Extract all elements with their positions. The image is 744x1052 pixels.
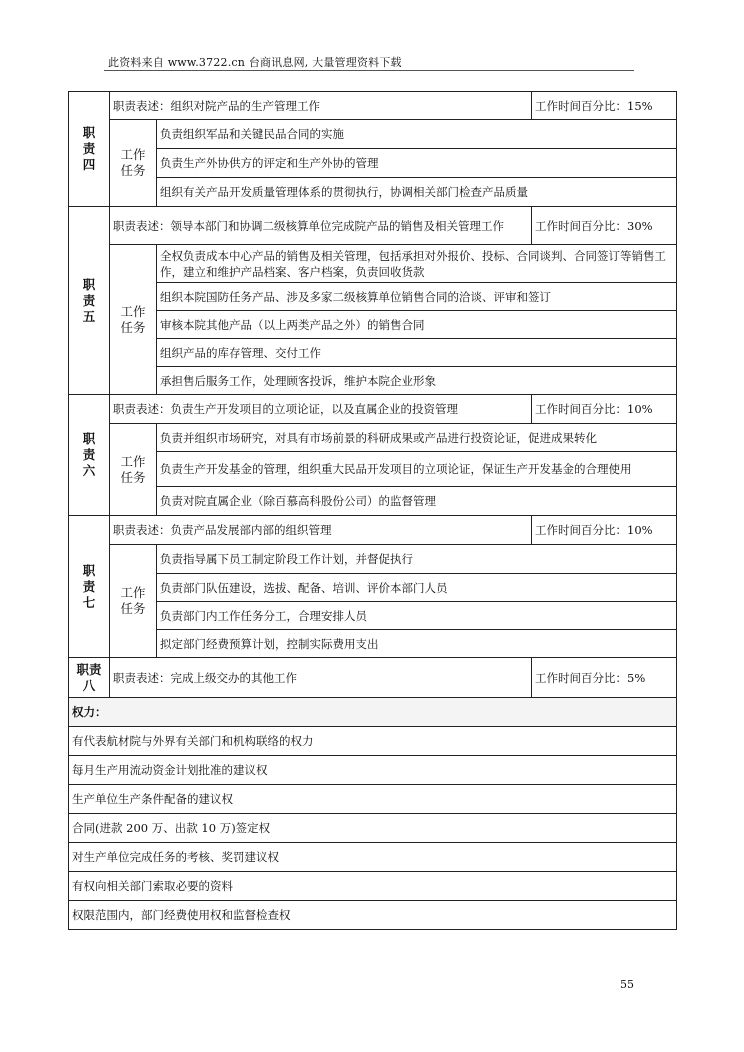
duty-4-task-3: 组织有关产品开发质量管理体系的贯彻执行，协调相关部门检查产品质量 [157, 178, 677, 207]
page-number: 55 [620, 978, 634, 991]
duty-4-summary-row [69, 92, 677, 120]
duty-7-task-2: 负责部门队伍建设，选拔、配备、培训、评价本部门人员 [157, 574, 677, 602]
authority-row [69, 785, 677, 814]
duty-5-task-row [69, 245, 677, 283]
header-rule [104, 70, 634, 71]
duty-5-time-pct: 工作时间百分比：30% [532, 207, 677, 245]
duty-5-work-label: 工作 任务 [110, 245, 157, 395]
duty-5-task-1: 全权负责成本中心产品的销售及相关管理，包括承担对外报价、投标、合同谈判、合同签订等销售工作，建立和维护产品档案、客户档案，负责回收货款 [157, 245, 677, 283]
duty-6-description: 职责表述：负责生产开发项目的立项论证，以及直属企业的投资管理 [110, 395, 532, 424]
authority-item-2: 每月生产用流动资金计划批准的建议权 [69, 756, 677, 785]
duty-5-task-row [69, 367, 677, 395]
duty-7-work-label: 工作 任务 [110, 545, 157, 658]
duty-5-label: 职 责 五 [69, 207, 110, 395]
duty-7-task-4: 拟定部门经费预算计划，控制实际费用支出 [157, 630, 677, 658]
duty-4-task-1: 负责组织军品和关键民品合同的实施 [157, 120, 677, 149]
authority-item-4: 合同(进款 200 万、出款 10 万)签定权 [69, 814, 677, 843]
duty-5-description: 职责表述：领导本部门和协调二级核算单位完成院产品的销售及相关管理工作 [110, 207, 532, 245]
duty-7-task-row [69, 630, 677, 658]
duty-6-time-pct: 工作时间百分比：10% [532, 395, 677, 424]
responsibility-table [68, 91, 677, 930]
duty-8-time-pct: 工作时间百分比：5% [532, 658, 677, 698]
duty-8-summary-row [69, 658, 677, 698]
duty-7-summary-row [69, 516, 677, 545]
duty-6-task-2: 负责生产开发基金的管理，组织重大民品开发项目的立项论证，保证生产开发基金的合理使用 [157, 452, 677, 487]
page-header: 此资料来自 www.3722.cn 台商讯息网, 大量管理资料下载 [108, 56, 402, 69]
duty-4-work-label: 工作 任务 [110, 120, 157, 207]
authority-heading-row [69, 698, 677, 727]
duty-6-work-label: 工作 任务 [110, 424, 157, 516]
duty-5-task-row [69, 339, 677, 367]
authority-row [69, 756, 677, 785]
authority-row [69, 727, 677, 756]
duty-4-label: 职 责 四 [69, 92, 110, 207]
duty-6-summary-row [69, 395, 677, 424]
duty-6-label: 职 责 六 [69, 395, 110, 516]
authority-row [69, 843, 677, 872]
authority-row [69, 901, 677, 930]
duty-7-description: 职责表述：负责产品发展部内部的组织管理 [110, 516, 532, 545]
duty-4-time-pct: 工作时间百分比：15% [532, 92, 677, 120]
duty-6-task-row [69, 424, 677, 452]
duty-5-task-row [69, 283, 677, 311]
duty-7-task-row [69, 574, 677, 602]
authority-item-1: 有代表航材院与外界有关部门和机构联络的权力 [69, 727, 677, 756]
authority-heading: 权力： [69, 698, 677, 727]
duty-7-task-1: 负责指导属下员工制定阶段工作计划，并督促执行 [157, 545, 677, 574]
duty-8-label: 职责 八 [69, 658, 110, 698]
duty-5-task-3: 审核本院其他产品（以上两类产品之外）的销售合同 [157, 311, 677, 339]
duty-4-task-row [69, 178, 677, 207]
duty-6-task-row [69, 452, 677, 487]
duty-7-task-row [69, 602, 677, 630]
duty-5-task-row [69, 311, 677, 339]
duty-6-task-row [69, 487, 677, 516]
duty-8-description: 职责表述：完成上级交办的其他工作 [110, 658, 532, 698]
duty-5-task-5: 承担售后服务工作，处理顾客投诉，维护本院企业形象 [157, 367, 677, 395]
authority-item-6: 有权向相关部门索取必要的资料 [69, 872, 677, 901]
duty-6-task-1: 负责并组织市场研究，对具有市场前景的科研成果或产品进行投资论证，促进成果转化 [157, 424, 677, 452]
authority-row [69, 872, 677, 901]
duty-5-task-2: 组织本院国防任务产品、涉及多家二级核算单位销售合同的洽谈、评审和签订 [157, 283, 677, 311]
duty-4-description: 职责表述：组织对院产品的生产管理工作 [110, 92, 532, 120]
duty-7-label: 职 责 七 [69, 516, 110, 658]
duty-4-task-2: 负责生产外协供方的评定和生产外协的管理 [157, 149, 677, 178]
duty-7-task-3: 负责部门内工作任务分工，合理安排人员 [157, 602, 677, 630]
authority-item-5: 对生产单位完成任务的考核、奖罚建议权 [69, 843, 677, 872]
duty-7-task-row [69, 545, 677, 574]
duty-5-task-4: 组织产品的库存管理、交付工作 [157, 339, 677, 367]
authority-item-3: 生产单位生产条件配备的建议权 [69, 785, 677, 814]
duty-5-summary-row [69, 207, 677, 245]
authority-item-7: 权限范围内，部门经费使用权和监督检查权 [69, 901, 677, 930]
duty-4-task-row [69, 120, 677, 149]
duty-6-task-3: 负责对院直属企业（除百慕高科股份公司）的监督管理 [157, 487, 677, 516]
duty-4-task-row [69, 149, 677, 178]
duty-7-time-pct: 工作时间百分比：10% [532, 516, 677, 545]
authority-row [69, 814, 677, 843]
